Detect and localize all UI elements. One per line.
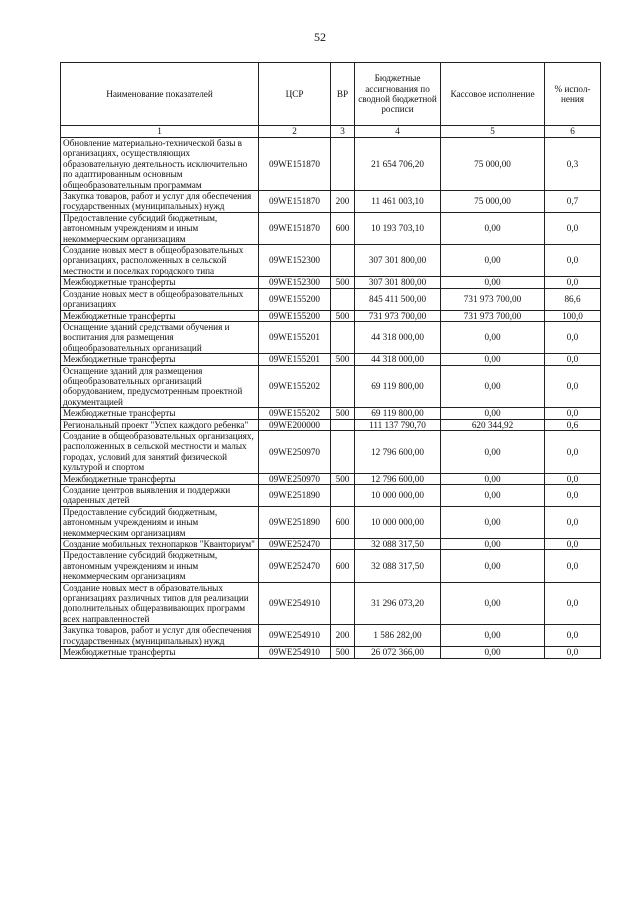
row-csr-code: 09WE151870 (259, 138, 331, 191)
row-cash-execution: 0,00 (441, 277, 545, 288)
header-execution-percent: % испол-нения (545, 63, 601, 126)
row-csr-code: 09WE155201 (259, 321, 331, 353)
row-vr-code: 500 (331, 408, 355, 419)
row-cash-execution: 0,00 (441, 408, 545, 419)
row-assignations: 307 301 800,00 (355, 277, 441, 288)
row-csr-code: 09WE155200 (259, 288, 331, 310)
row-cash-execution: 731 973 700,00 (441, 310, 545, 321)
row-name: Создание новых мест в общеобразовательных организациях (61, 288, 259, 310)
row-execution-percent: 0,0 (545, 506, 601, 538)
row-assignations: 731 973 700,00 (355, 310, 441, 321)
table-row (61, 408, 601, 419)
row-name: Создание новых мест в образовательных организациях различных типов для реализации дополнительных общеразвивающих программ всех направленностей (61, 582, 259, 625)
row-assignations: 31 296 073,20 (355, 582, 441, 625)
table-row (61, 419, 601, 430)
row-assignations: 44 318 000,00 (355, 321, 441, 353)
table-row (61, 473, 601, 484)
row-cash-execution: 0,00 (441, 582, 545, 625)
row-execution-percent: 100,0 (545, 310, 601, 321)
header-name: Наименование показателей (61, 63, 259, 126)
row-cash-execution: 0,00 (441, 354, 545, 365)
column-number: 2 (259, 126, 331, 138)
row-cash-execution: 0,00 (441, 212, 545, 244)
row-cash-execution: 0,00 (441, 539, 545, 550)
column-number: 6 (545, 126, 601, 138)
row-csr-code: 09WE254910 (259, 625, 331, 647)
row-cash-execution: 620 344,92 (441, 419, 545, 430)
row-execution-percent: 0,0 (545, 354, 601, 365)
row-vr-code: 500 (331, 310, 355, 321)
row-cash-execution: 0,00 (441, 245, 545, 277)
row-execution-percent: 0,0 (545, 539, 601, 550)
row-csr-code: 09WE200000 (259, 419, 331, 430)
row-csr-code: 09WE155202 (259, 408, 331, 419)
row-name: Региональный проект "Успех каждого ребенка" (61, 419, 259, 430)
row-execution-percent: 0,3 (545, 138, 601, 191)
row-assignations: 10 000 000,00 (355, 506, 441, 538)
row-cash-execution: 75 000,00 (441, 191, 545, 213)
row-csr-code: 09WE252470 (259, 550, 331, 582)
row-execution-percent: 0,0 (545, 245, 601, 277)
row-name: Создание центров выявления и поддержки одаренных детей (61, 485, 259, 507)
row-assignations: 12 796 600,00 (355, 430, 441, 473)
column-number-row (61, 126, 601, 138)
row-csr-code: 09WE254910 (259, 582, 331, 625)
row-name: Закупка товаров, работ и услуг для обеспечения государственных (муниципальных) нужд (61, 191, 259, 213)
column-number: 4 (355, 126, 441, 138)
table-row (61, 539, 601, 550)
row-execution-percent: 0,0 (545, 321, 601, 353)
row-vr-code: 200 (331, 191, 355, 213)
row-cash-execution: 75 000,00 (441, 138, 545, 191)
row-vr-code: 500 (331, 354, 355, 365)
row-cash-execution: 0,00 (441, 647, 545, 658)
table-row (61, 354, 601, 365)
table-row (61, 430, 601, 473)
row-execution-percent: 0,0 (545, 430, 601, 473)
row-vr-code: 200 (331, 625, 355, 647)
row-name: Создание мобильных технопарков "Кванториум" (61, 539, 259, 550)
table-row (61, 245, 601, 277)
row-csr-code: 09WE155201 (259, 354, 331, 365)
header-cash-execution: Кассовое исполнение (441, 63, 545, 126)
row-assignations: 69 119 800,00 (355, 365, 441, 408)
row-execution-percent: 0,0 (545, 365, 601, 408)
row-vr-code (331, 245, 355, 277)
row-name: Обновление материально-технической базы в организациях, осуществляющих образовательную деятельность исключительно по адаптированным основным общеобразовательным программам (61, 138, 259, 191)
column-number: 1 (61, 126, 259, 138)
row-execution-percent: 0,0 (545, 625, 601, 647)
row-vr-code (331, 321, 355, 353)
row-vr-code: 500 (331, 473, 355, 484)
row-cash-execution: 0,00 (441, 430, 545, 473)
row-csr-code: 09WE250970 (259, 430, 331, 473)
row-execution-percent: 0,0 (545, 647, 601, 658)
table-row (61, 506, 601, 538)
row-assignations: 44 318 000,00 (355, 354, 441, 365)
row-cash-execution: 0,00 (441, 485, 545, 507)
row-vr-code (331, 539, 355, 550)
row-assignations: 21 654 706,20 (355, 138, 441, 191)
row-assignations: 69 119 800,00 (355, 408, 441, 419)
row-csr-code: 09WE251890 (259, 506, 331, 538)
row-assignations: 111 137 790,70 (355, 419, 441, 430)
table-row (61, 550, 601, 582)
row-execution-percent: 0,6 (545, 419, 601, 430)
row-csr-code: 09WE252470 (259, 539, 331, 550)
row-vr-code (331, 138, 355, 191)
row-execution-percent: 0,0 (545, 485, 601, 507)
row-execution-percent: 0,7 (545, 191, 601, 213)
column-number: 5 (441, 126, 545, 138)
row-name: Межбюджетные трансферты (61, 473, 259, 484)
row-execution-percent: 86,6 (545, 288, 601, 310)
table-row (61, 212, 601, 244)
table-row (61, 277, 601, 288)
header-assignations: Бюджетные ассигнования по сводной бюджетной росписи (355, 63, 441, 126)
row-csr-code: 09WE155200 (259, 310, 331, 321)
row-name: Закупка товаров, работ и услуг для обеспечения государственных (муниципальных) нужд (61, 625, 259, 647)
row-assignations: 11 461 003,10 (355, 191, 441, 213)
row-vr-code (331, 288, 355, 310)
row-name: Оснащение зданий средствами обучения и воспитания для размещения общеобразовательных организаций (61, 321, 259, 353)
row-name: Межбюджетные трансферты (61, 408, 259, 419)
row-csr-code: 09WE151870 (259, 191, 331, 213)
row-name: Межбюджетные трансферты (61, 277, 259, 288)
table-row (61, 647, 601, 658)
header-row (61, 63, 601, 126)
row-assignations: 845 411 500,00 (355, 288, 441, 310)
row-vr-code: 500 (331, 647, 355, 658)
row-assignations: 32 088 317,50 (355, 550, 441, 582)
row-csr-code: 09WE251890 (259, 485, 331, 507)
row-cash-execution: 0,00 (441, 365, 545, 408)
row-csr-code: 09WE254910 (259, 647, 331, 658)
row-cash-execution: 0,00 (441, 625, 545, 647)
row-vr-code: 500 (331, 277, 355, 288)
table-row (61, 582, 601, 625)
row-name: Предоставление субсидий бюджетным, автономным учреждениям и иным некоммерческим организациям (61, 550, 259, 582)
row-name: Предоставление субсидий бюджетным, автономным учреждениям и иным некоммерческим организациям (61, 212, 259, 244)
row-cash-execution: 0,00 (441, 321, 545, 353)
row-cash-execution: 731 973 700,00 (441, 288, 545, 310)
column-number: 3 (331, 126, 355, 138)
header-csr: ЦСР (259, 63, 331, 126)
table-row (61, 288, 601, 310)
table-body (61, 138, 601, 659)
table-row (61, 191, 601, 213)
row-cash-execution: 0,00 (441, 550, 545, 582)
table-row (61, 485, 601, 507)
table-row (61, 321, 601, 353)
row-name: Межбюджетные трансферты (61, 310, 259, 321)
row-csr-code: 09WE250970 (259, 473, 331, 484)
row-name: Межбюджетные трансферты (61, 354, 259, 365)
row-vr-code (331, 582, 355, 625)
row-name: Оснащение зданий для размещения общеобразовательных организаций оборудованием, предусмотренным проектной документацией (61, 365, 259, 408)
row-vr-code (331, 419, 355, 430)
row-assignations: 10 193 703,10 (355, 212, 441, 244)
row-assignations: 26 072 366,00 (355, 647, 441, 658)
row-cash-execution: 0,00 (441, 473, 545, 484)
row-cash-execution: 0,00 (441, 506, 545, 538)
row-vr-code: 600 (331, 212, 355, 244)
row-csr-code: 09WE152300 (259, 245, 331, 277)
row-vr-code: 600 (331, 550, 355, 582)
row-assignations: 1 586 282,00 (355, 625, 441, 647)
row-assignations: 32 088 317,50 (355, 539, 441, 550)
row-csr-code: 09WE155202 (259, 365, 331, 408)
row-vr-code (331, 485, 355, 507)
table-row (61, 365, 601, 408)
row-execution-percent: 0,0 (545, 550, 601, 582)
row-name: Предоставление субсидий бюджетным, автономным учреждениям и иным некоммерческим организациям (61, 506, 259, 538)
row-vr-code (331, 430, 355, 473)
header-vr: ВР (331, 63, 355, 126)
row-csr-code: 09WE151870 (259, 212, 331, 244)
table-row (61, 310, 601, 321)
row-assignations: 10 000 000,00 (355, 485, 441, 507)
row-execution-percent: 0,0 (545, 473, 601, 484)
row-name: Межбюджетные трансферты (61, 647, 259, 658)
row-name: Создание в общеобразовательных организациях, расположенных в сельской местности и малых городах, условий для занятий физической культурой и спортом (61, 430, 259, 473)
row-assignations: 12 796 600,00 (355, 473, 441, 484)
row-vr-code (331, 365, 355, 408)
page-number: 52 (314, 30, 326, 44)
row-execution-percent: 0,0 (545, 212, 601, 244)
row-execution-percent: 0,0 (545, 582, 601, 625)
row-assignations: 307 301 800,00 (355, 245, 441, 277)
budget-execution-table (60, 62, 601, 659)
row-execution-percent: 0,0 (545, 408, 601, 419)
row-vr-code: 600 (331, 506, 355, 538)
table-row (61, 625, 601, 647)
row-execution-percent: 0,0 (545, 277, 601, 288)
row-name: Создание новых мест в общеобразовательных организациях, расположенных в сельской местности и поселках городского типа (61, 245, 259, 277)
row-csr-code: 09WE152300 (259, 277, 331, 288)
table-row (61, 138, 601, 191)
